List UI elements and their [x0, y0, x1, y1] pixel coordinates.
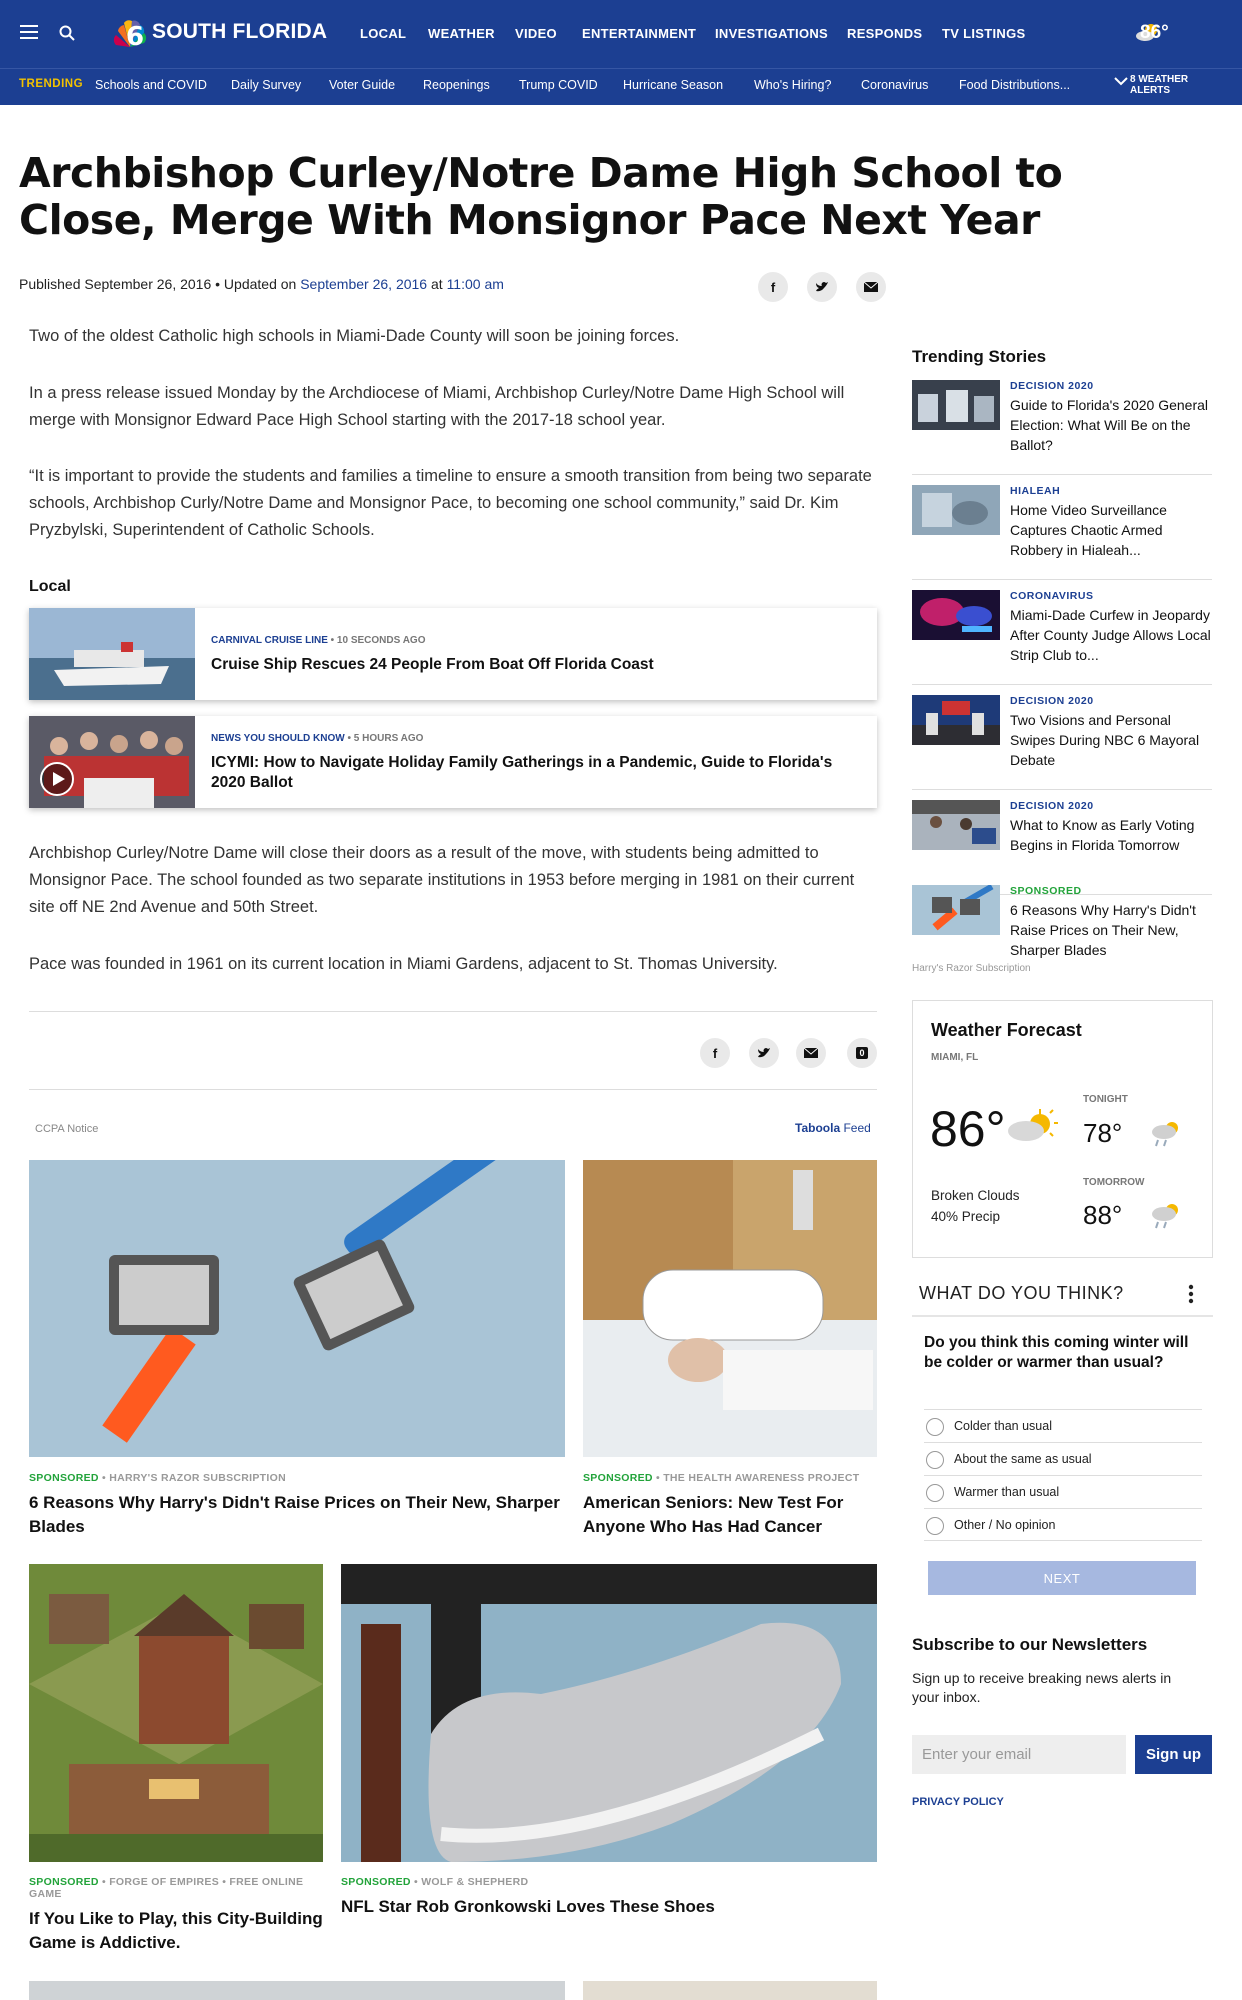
trending-story-thumbnail: [912, 590, 1000, 640]
poll-question: Do you think this coming winter will be colder or warmer than usual?: [924, 1334, 1189, 1371]
nav-tv-listings[interactable]: TV LISTINGS: [942, 26, 1026, 41]
trending-link[interactable]: Schools and COVID: [95, 78, 207, 92]
article-paragraph: “It is important to provide the students and families a timeline to ensure a smooth transition from being two separate schools, Archbishop Curly/Notre Dame and Monsignor Pace, to becoming one school community,” said Dr. Kim Pryzbylski, Superintendent of Catholic Schools.: [29, 467, 872, 539]
weather-alerts-link[interactable]: [1130, 74, 1188, 96]
trending-link[interactable]: Trump COVID: [519, 78, 598, 92]
play-video-icon[interactable]: [39, 761, 75, 797]
condition-text: Broken Clouds: [931, 1188, 1020, 1203]
sponsored-label: SPONSORED: [29, 1876, 99, 1888]
partly-cloudy-icon: [1006, 1107, 1060, 1147]
trending-story-category[interactable]: DECISION 2020: [1010, 695, 1094, 707]
shoes-ad-image[interactable]: [341, 1564, 877, 1862]
trending-story-thumbnail: [912, 885, 1000, 935]
sponsored-meta: [583, 1472, 877, 1484]
sponsored-item[interactable]: [29, 1876, 323, 1955]
taboola-feed-word: Feed: [843, 1121, 871, 1135]
twitter-share-icon[interactable]: [749, 1038, 779, 1068]
tomorrow-label: TOMORROW: [1083, 1177, 1145, 1188]
byline-at: at: [430, 276, 443, 292]
ccpa-notice-link[interactable]: CCPA Notice: [35, 1123, 99, 1135]
trending-link[interactable]: Hurricane Season: [623, 78, 724, 92]
nav-entertainment[interactable]: ENTERTAINMENT: [582, 26, 697, 41]
trending-link[interactable]: Daily Survey: [231, 78, 302, 92]
privacy-policy-link[interactable]: PRIVACY POLICY: [912, 1796, 1004, 1808]
trending-link[interactable]: Food Distributions...: [959, 78, 1071, 92]
cruise-ship-thumbnail: [29, 608, 195, 700]
trending-story-category[interactable]: HIALEAH: [1010, 485, 1061, 497]
local-story-card[interactable]: [29, 608, 877, 700]
sponsor-source[interactable]: Harry's Razor Subscription: [912, 963, 1031, 974]
trending-story-title[interactable]: Miami-Dade Curfew in Jeopardy After County Judge Allows Local Strip Club to...: [1010, 607, 1211, 663]
article-paragraph: Archbishop Curley/Notre Dame will close their doors as a result of the move, with students being admitted to Monsignor Pace. The school founded as two separate institutions in 1953 before merging in 1981 on their current site off NE 2nd Avenue and 50th Street.: [29, 844, 855, 916]
more-options-icon[interactable]: [1188, 1284, 1194, 1304]
trending-label: TRENDING: [19, 78, 84, 90]
trending-story-category[interactable]: DECISION 2020: [1010, 800, 1094, 812]
sponsored-image-partial[interactable]: [583, 1981, 877, 2000]
sponsored-title[interactable]: NFL Star Rob Gronkowski Loves These Shoes: [341, 1897, 715, 1916]
trending-story[interactable]: [912, 485, 1212, 580]
sponsored-title[interactable]: American Seniors: New Test For Anyone Who Has Had Cancer: [583, 1493, 844, 1536]
trending-link[interactable]: Who's Hiring?: [754, 78, 832, 92]
article-byline: [19, 276, 504, 292]
radio-button[interactable]: [926, 1484, 944, 1502]
sponsored-meta: [341, 1876, 877, 1888]
trending-story-title[interactable]: Two Visions and Personal Swipes During NBC 6 Mayoral Debate: [1010, 712, 1200, 768]
story-category[interactable]: CARNIVAL CRUISE LINE: [211, 635, 328, 646]
trending-story-title[interactable]: Guide to Florida's 2020 General Election: What Will Be on the Ballot?: [1010, 397, 1209, 453]
current-temperature: 86°: [930, 1101, 1006, 1157]
tomorrow-temperature: 88°: [1083, 1200, 1123, 1230]
sponsored-item[interactable]: [583, 1472, 877, 1539]
sponsor-source: • THE HEALTH AWARENESS PROJECT: [656, 1472, 860, 1484]
sponsored-label: SPONSORED: [341, 1876, 411, 1888]
svg-text:6: 6: [126, 22, 145, 50]
local-section-heading: Local: [29, 578, 71, 595]
sponsored-image-partial[interactable]: [29, 1981, 565, 2000]
trending-story-thumbnail: [912, 695, 1000, 745]
taboola-brand: Taboola: [795, 1121, 841, 1135]
chevron-down-icon[interactable]: [1114, 76, 1128, 86]
local-story-meta: [211, 733, 423, 744]
twitter-share-icon[interactable]: [807, 272, 837, 302]
sponsored-label: SPONSORED: [29, 1472, 99, 1484]
divider: [912, 1315, 1213, 1317]
trending-story-category[interactable]: DECISION 2020: [1010, 380, 1094, 392]
email-input[interactable]: [912, 1735, 1126, 1774]
sign-up-button[interactable]: Sign up: [1135, 1735, 1212, 1774]
nbc-peacock-logo-icon[interactable]: [110, 17, 150, 50]
nav-weather[interactable]: WEATHER: [428, 26, 495, 41]
trending-link[interactable]: Voter Guide: [329, 78, 396, 92]
poll-option-label[interactable]: About the same as usual: [954, 1452, 1092, 1466]
story-time: • 5 HOURS AGO: [347, 733, 424, 744]
rain-cloud-icon: [1150, 1200, 1184, 1230]
weather-forecast-title[interactable]: Weather Forecast: [931, 1020, 1082, 1040]
divider: [29, 1089, 877, 1090]
trending-story-category: SPONSORED: [1010, 885, 1082, 897]
trending-story-thumbnail: [912, 380, 1000, 430]
poll-heading: WHAT DO YOU THINK?: [919, 1283, 1124, 1303]
radio-button[interactable]: [926, 1517, 944, 1535]
sponsored-meta: [29, 1472, 565, 1484]
menu-icon[interactable]: [20, 25, 38, 38]
nav-video[interactable]: VIDEO: [515, 26, 557, 41]
rain-cloud-icon: [1150, 1118, 1184, 1148]
trending-story-title[interactable]: Home Video Surveillance Captures Chaotic Armed Robbery in Hialeah...: [1010, 502, 1167, 558]
trending-story-thumbnail: [912, 485, 1000, 535]
story-time: • 10 SECONDS AGO: [330, 635, 426, 646]
story-category[interactable]: NEWS YOU SHOULD KNOW: [211, 733, 345, 744]
trending-stories-heading: Trending Stories: [912, 347, 1047, 366]
article-paragraph: Two of the oldest Catholic high schools in Miami-Dade County will soon be joining forces.: [29, 327, 680, 345]
published-label: Published September 26, 2016 • Updated on: [19, 276, 297, 292]
poll-option-label[interactable]: Warmer than usual: [954, 1485, 1060, 1499]
divider: [29, 1011, 877, 1012]
trending-link[interactable]: Reopenings: [423, 78, 490, 92]
trending-story-category[interactable]: CORONAVIRUS: [1010, 590, 1094, 602]
weather-alerts-count: 8 WEATHER: [1130, 74, 1189, 85]
sponsor-source: • WOLF & SHEPHERD: [414, 1876, 529, 1888]
local-story-card[interactable]: [29, 716, 877, 808]
poll-option[interactable]: [924, 1508, 1202, 1541]
trending-story[interactable]: [912, 590, 1212, 685]
senior-hospital-ad-image[interactable]: [583, 1160, 877, 1457]
trending-story-thumbnail: [912, 800, 1000, 850]
poll-option-label[interactable]: Colder than usual: [954, 1419, 1052, 1433]
updated-time: 11:00 am: [446, 276, 504, 292]
email-share-icon[interactable]: [856, 272, 886, 302]
sponsored-title[interactable]: 6 Reasons Why Harry's Didn't Raise Prices on Their New, Sharper Blades: [29, 1493, 560, 1536]
sponsored-meta: [29, 1876, 323, 1900]
precip-text: 40% Precip: [931, 1209, 1001, 1224]
radio-button[interactable]: [926, 1451, 944, 1469]
weather-alerts-label: ALERTS: [1130, 85, 1170, 96]
sponsor-source: • HARRY'S RAZOR SUBSCRIPTION: [102, 1472, 286, 1484]
tonight-temperature: 78°: [1083, 1118, 1123, 1148]
trending-story[interactable]: [912, 695, 1212, 790]
facebook-share-icon[interactable]: f: [700, 1038, 730, 1068]
sponsored-item[interactable]: [29, 1472, 565, 1539]
trending-link[interactable]: Coronavirus: [861, 78, 929, 92]
article-paragraph: Pace was founded in 1961 on its current location in Miami Gardens, adjacent to St. Thomas University.: [29, 955, 778, 973]
razor-ad-image[interactable]: [29, 1160, 565, 1457]
poll-option[interactable]: [924, 1442, 1202, 1475]
radio-button[interactable]: [926, 1418, 944, 1436]
local-story-title[interactable]: Cruise Ship Rescues 24 People From Boat Off Florida Coast: [211, 656, 654, 673]
trending-story-title[interactable]: What to Know as Early Voting Begins in Florida Tomorrow: [1010, 817, 1195, 853]
article-paragraph: In a press release issued Monday by the Archdiocese of Miami, Archbishop Curley/Notre Dame High School will merge with Monsignor Edward Pace High School starting with the 2017-18 school year.: [29, 384, 845, 429]
weather-location: MIAMI, FL: [931, 1052, 979, 1063]
poll-option[interactable]: [924, 1409, 1202, 1442]
local-story-meta: [211, 635, 425, 646]
sponsored-item[interactable]: [341, 1876, 877, 1919]
sponsored-label: SPONSORED: [583, 1472, 653, 1484]
local-story-title[interactable]: ICYMI: How to Navigate Holiday Family Gatherings in a Pandemic, Guide to Florida's 2020 Ballot: [211, 754, 833, 791]
poll-option[interactable]: [924, 1475, 1202, 1508]
poll-next-button[interactable]: NEXT: [928, 1561, 1196, 1595]
city-building-game-ad-image[interactable]: [29, 1564, 323, 1862]
trending-story[interactable]: [912, 380, 1212, 475]
facebook-share-icon[interactable]: f: [758, 272, 788, 302]
newsletter-heading: Subscribe to our Newsletters: [912, 1635, 1148, 1654]
weather-condition: [931, 1185, 1020, 1227]
sponsored-title[interactable]: If You Like to Play, this City-Building Game is Addictive.: [29, 1909, 323, 1952]
site-logo-text[interactable]: SOUTH FLORIDA: [152, 20, 328, 43]
newsletter-description: Sign up to receive breaking news alerts in your inbox.: [912, 1670, 1172, 1705]
tonight-label: TONIGHT: [1083, 1094, 1128, 1105]
trending-story-title[interactable]: 6 Reasons Why Harry's Didn't Raise Prices on Their New, Sharper Blades: [1010, 902, 1196, 958]
sponsor-source: • FORGE OF EMPIRES • FREE ONLINE GAME: [29, 1876, 304, 1900]
email-share-icon[interactable]: [796, 1038, 826, 1068]
updated-date: September 26, 2016: [300, 276, 428, 292]
comment-count: 0: [856, 1047, 867, 1059]
nav-local[interactable]: LOCAL: [360, 26, 407, 41]
poll-option-label[interactable]: Other / No opinion: [954, 1518, 1056, 1532]
nav-investigations[interactable]: INVESTIGATIONS: [715, 26, 829, 41]
header-temperature[interactable]: 86°: [1140, 22, 1169, 43]
search-icon[interactable]: [59, 25, 75, 41]
nav-responds[interactable]: RESPONDS: [847, 26, 923, 41]
taboola-feed-label[interactable]: [795, 1121, 871, 1135]
trending-story[interactable]: [912, 800, 1212, 895]
comments-icon[interactable]: [847, 1038, 877, 1068]
article-headline: Archbishop Curley/Notre Dame High School to Close, Merge With Monsignor Pace Next Year: [19, 149, 1063, 244]
